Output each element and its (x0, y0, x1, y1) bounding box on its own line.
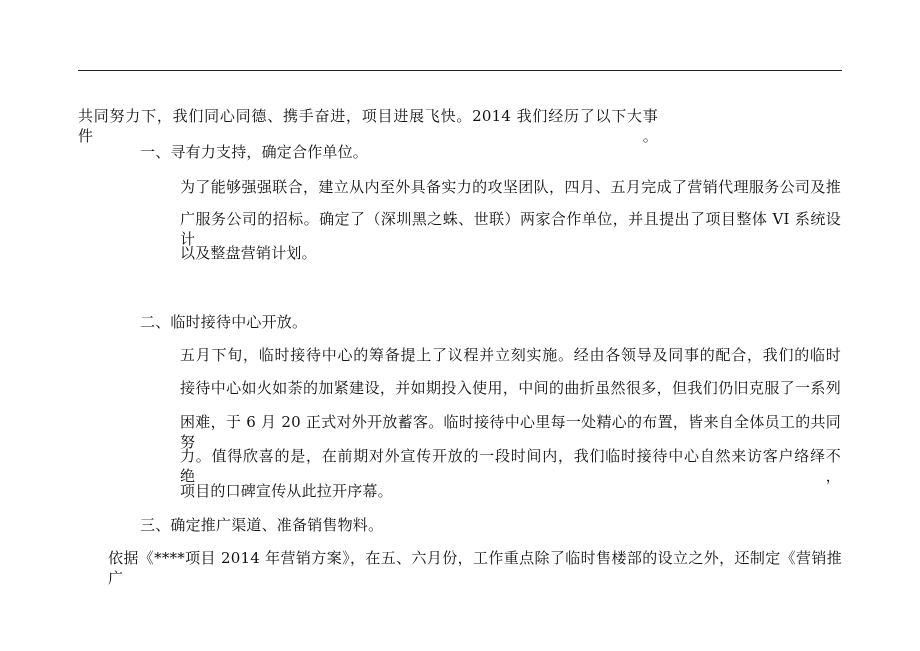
section-1-line-1: 为了能够强强联合，建立从内至外具备实力的攻坚团队，四月、五月完成了营销代理服务公司及推 (180, 178, 841, 196)
section-2-line-1: 五月下旬，临时接待中心的筹备提上了议程并立刻实施。经由各领导及同事的配合，我们的临时 (180, 346, 841, 364)
section-2-line-4: 力。值得欣喜的是，在前期对外宣传开放的一段时间内，我们临时接待中心自然来访客户络绎不绝， (180, 447, 841, 485)
section-2-line-5: 项目的口碑宣传从此拉开序幕。 (180, 482, 393, 500)
section-2-line-2: 接待中心如火如荼的加紧建设，并如期投入使用，中间的曲折虽然很多，但我们仍旧克服了一系列 (180, 379, 841, 397)
intro-paragraph: 共同努力下，我们同心同德、携手奋进，项目进展飞快。2014 我们经历了以下大事件。 (78, 107, 658, 145)
section-1-line-2: 广服务公司的招标。确定了（深圳黑之蛛、世联）两家合作单位，并且提出了项目整体 VI 系统设计 (180, 210, 841, 248)
header-rule (78, 70, 842, 71)
section-3-line-1: 依据《****项目 2014 年营销方案》，在五、六月份，工作重点除了临时售楼部的设立之外，还制定《营销推广 (108, 549, 842, 587)
section-1-line-3: 以及整盘营销计划。 (180, 244, 317, 262)
section-2-heading: 二、临时接待中心开放。 (140, 313, 308, 331)
section-1-heading: 一、寻有力支持，确定合作单位。 (140, 143, 369, 161)
section-2-line-3: 困难，于 6 月 20 正式对外开放蓄客。临时接待中心里每一处精心的布置，皆来自全体员工的共同努 (180, 413, 841, 451)
section-3-heading: 三、确定推广渠道、准备销售物料。 (140, 516, 384, 534)
